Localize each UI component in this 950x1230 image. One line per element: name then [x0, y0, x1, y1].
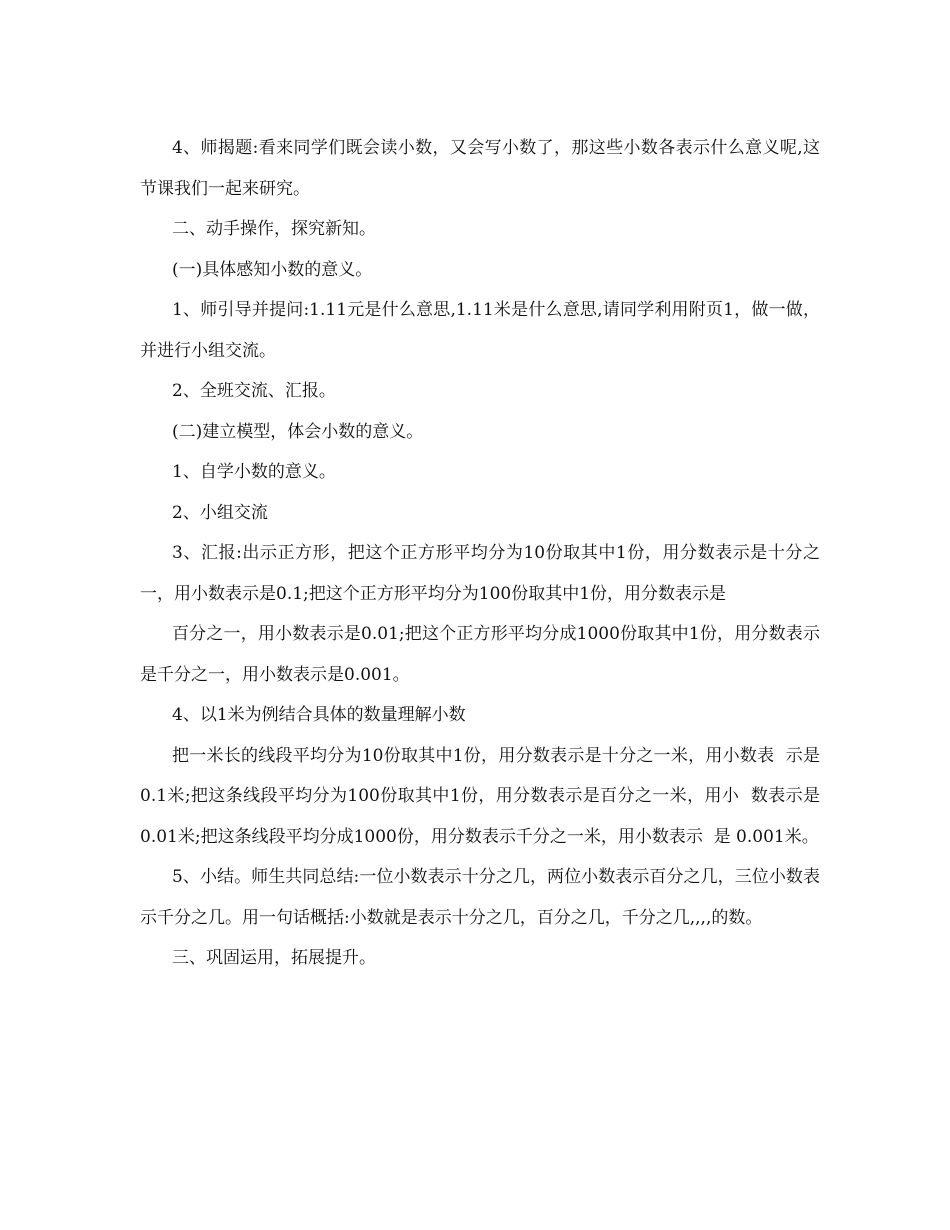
subsection-heading-2: (二)建立模型，体会小数的意义。: [172, 421, 424, 442]
section-heading-2: 二、动手操作，探究新知。: [172, 219, 376, 239]
paragraph-5: 2、小组交流: [172, 502, 268, 523]
paragraph-3: 2、全班交流、汇报。: [172, 381, 336, 401]
paragraph-8: 4、以1米为例结合具体的数量理解小数: [172, 705, 466, 725]
paragraph-1: 4、师揭题:看来同学们既会读小数，又会写小数了，那这些小数各表示什么意义呢,这节课我们一起来研究。: [140, 138, 820, 199]
document-body: [140, 128, 820, 979]
paragraph-4: 1、自学小数的意义。: [172, 462, 336, 482]
paragraph-7: 百分之一，用小数表示是0.01;把这个正方形平均分成1000份取其中1份，用分数表示是千分之一，用小数表示是0.001。: [140, 624, 820, 685]
paragraph-6: 3、汇报:出示正方形，把这个正方形平均分为10份取其中1份，用分数表示是十分之一，用小数表示是0.1;把这个正方形平均分为100份取其中1份，用分数表示是: [140, 543, 820, 604]
paragraph-9: 把一米长的线段平均分为10份取其中1份，用分数表示是十分之一米，用小数表 示是0.1米;把这条线段平均分为100份取其中1份，用分数表示是百分之一米，用小 数表示是0.01米;把这条线段平均分成1000份，用分数表示千分之一米，用小数表示 是 0.001米。: [140, 745, 820, 847]
paragraph-10: 5、小结。师生共同总结:一位小数表示十分之几，两位小数表示百分之几，三位小数表示千分之几。用一句话概括:小数就是表示十分之几，百分之几，千分之几,,,,的数。: [140, 867, 820, 928]
section-heading-3: 三、巩固运用，拓展提升。: [172, 948, 376, 968]
paragraph-2: 1、师引导并提问:1.11元是什么意思,1.11米是什么意思,请同学利用附页1，做一做，并进行小组交流。: [140, 300, 820, 361]
subsection-heading-1: (一)具体感知小数的意义。: [172, 259, 373, 280]
